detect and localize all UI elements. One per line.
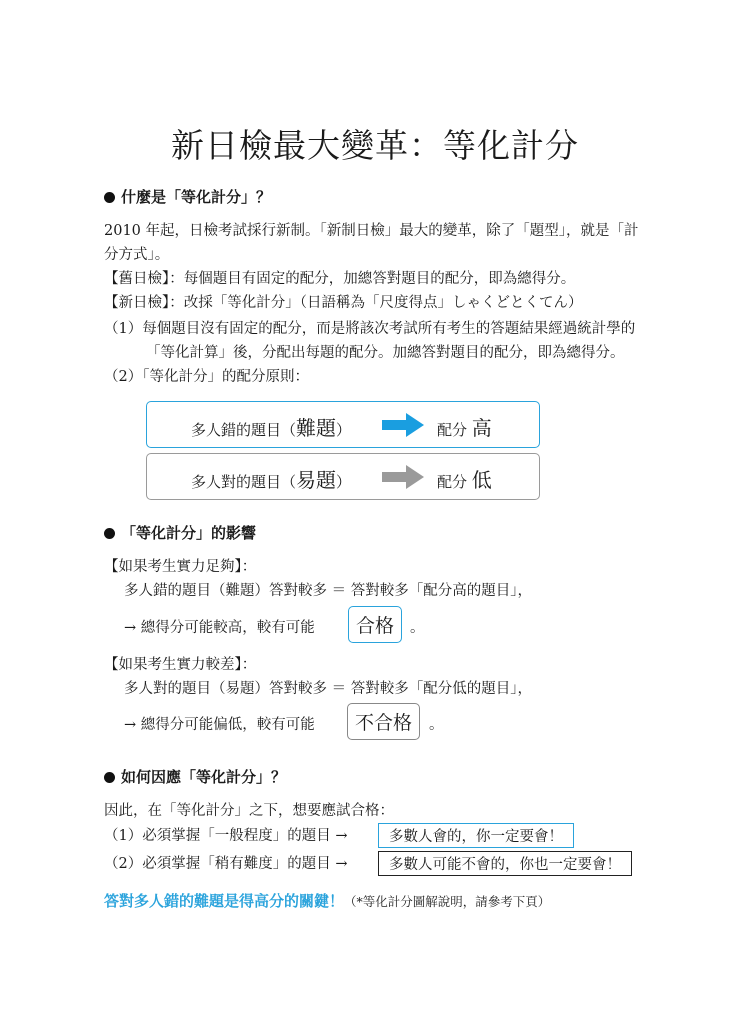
arrow-right-icon <box>382 465 424 489</box>
heading-text: 如何因應「等化計分」？ <box>121 768 287 786</box>
section-heading-respond <box>104 766 286 787</box>
bullet-icon <box>104 772 115 783</box>
case-title: 【如果考生實力足夠】： <box>104 559 257 575</box>
diagram-close: ） <box>336 421 352 439</box>
diagram-label: 多人對的題目（ <box>191 473 297 491</box>
note-text: （*等化計分圖解說明，請參考下頁） <box>344 894 551 909</box>
period: 。 <box>429 717 444 733</box>
diagram-row-easy <box>146 453 540 500</box>
case-line: 多人對的題目（易題）答對較多 ＝ 答對較多「配分低的題目」， <box>124 681 532 697</box>
heading-text: 什麼是「等化計分」？ <box>121 188 272 206</box>
list-item-2: （2）「等化計分」的配分原則： <box>104 369 309 385</box>
bullet-icon <box>104 528 115 539</box>
diagram-score-label: 配分 <box>437 473 468 491</box>
list-item-1: （1）每個題目沒有固定的配分，而是將該次考試所有考生的答題結果經過統計學的 <box>104 321 636 337</box>
case-title: 【如果考生實力較差】： <box>104 657 257 673</box>
bullet-icon <box>104 192 115 203</box>
case-line: 多人錯的題目（難題）答對較多 ＝ 答對較多「配分高的題目」， <box>124 583 532 599</box>
case-result: → 總得分可能偏低，較有可能 <box>124 717 315 733</box>
list-item-1-cont: 「等化計算」後，分配出每題的配分。加總答對題目的配分，即為總得分。 <box>146 345 625 361</box>
period: 。 <box>410 620 425 636</box>
arrow-right-icon <box>382 413 424 437</box>
diagram-score-level: 低 <box>471 468 492 492</box>
strategy-item-2: （2）必須掌握「稍有難度」的題目 → <box>104 856 348 872</box>
diagram-keyword: 難題 <box>296 416 337 440</box>
diagram-row-hard <box>146 401 540 448</box>
heading-text: 「等化計分」的影響 <box>121 524 257 542</box>
case-result: → 總得分可能較高，較有可能 <box>124 620 315 636</box>
strategy-item-1: （1）必須掌握「一般程度」的題目 → <box>104 828 348 844</box>
key-line <box>104 890 550 911</box>
section-heading-what <box>104 186 271 207</box>
diagram-label: 多人錯的題目（ <box>191 421 297 439</box>
intro-line: 因此，在「等化計分」之下，想要應試合格： <box>104 803 394 819</box>
new-system-line: 【新日檢】：改採「等化計分」（日語稱為「尺度得点」しゃくどとくてん） <box>104 295 583 311</box>
pass-badge: 合格 <box>348 606 402 643</box>
key-message: 答對多人錯的難題是得高分的關鍵！ <box>104 892 345 910</box>
diagram-close: ） <box>336 473 352 491</box>
section-heading-impact <box>104 522 256 543</box>
fail-badge: 不合格 <box>347 703 420 740</box>
old-system-line: 【舊日檢】：每個題目有固定的配分，加總答對題目的配分，即為總得分。 <box>104 271 576 287</box>
diagram-score-label: 配分 <box>437 421 468 439</box>
paragraph-line: 分方式」。 <box>104 247 170 263</box>
strategy-box-1: 多數人會的，你一定要會！ <box>378 823 574 848</box>
paragraph-line: 2010 年起，日檢考試採行新制。「新制日檢」最大的變革，除了「題型」，就是「計 <box>104 223 639 239</box>
diagram-score-level: 高 <box>471 416 492 440</box>
diagram-keyword: 易題 <box>296 468 337 492</box>
page-title: 新日檢最大變革：等化計分 <box>171 126 579 165</box>
strategy-box-2: 多數人可能不會的，你也一定要會！ <box>378 851 632 876</box>
